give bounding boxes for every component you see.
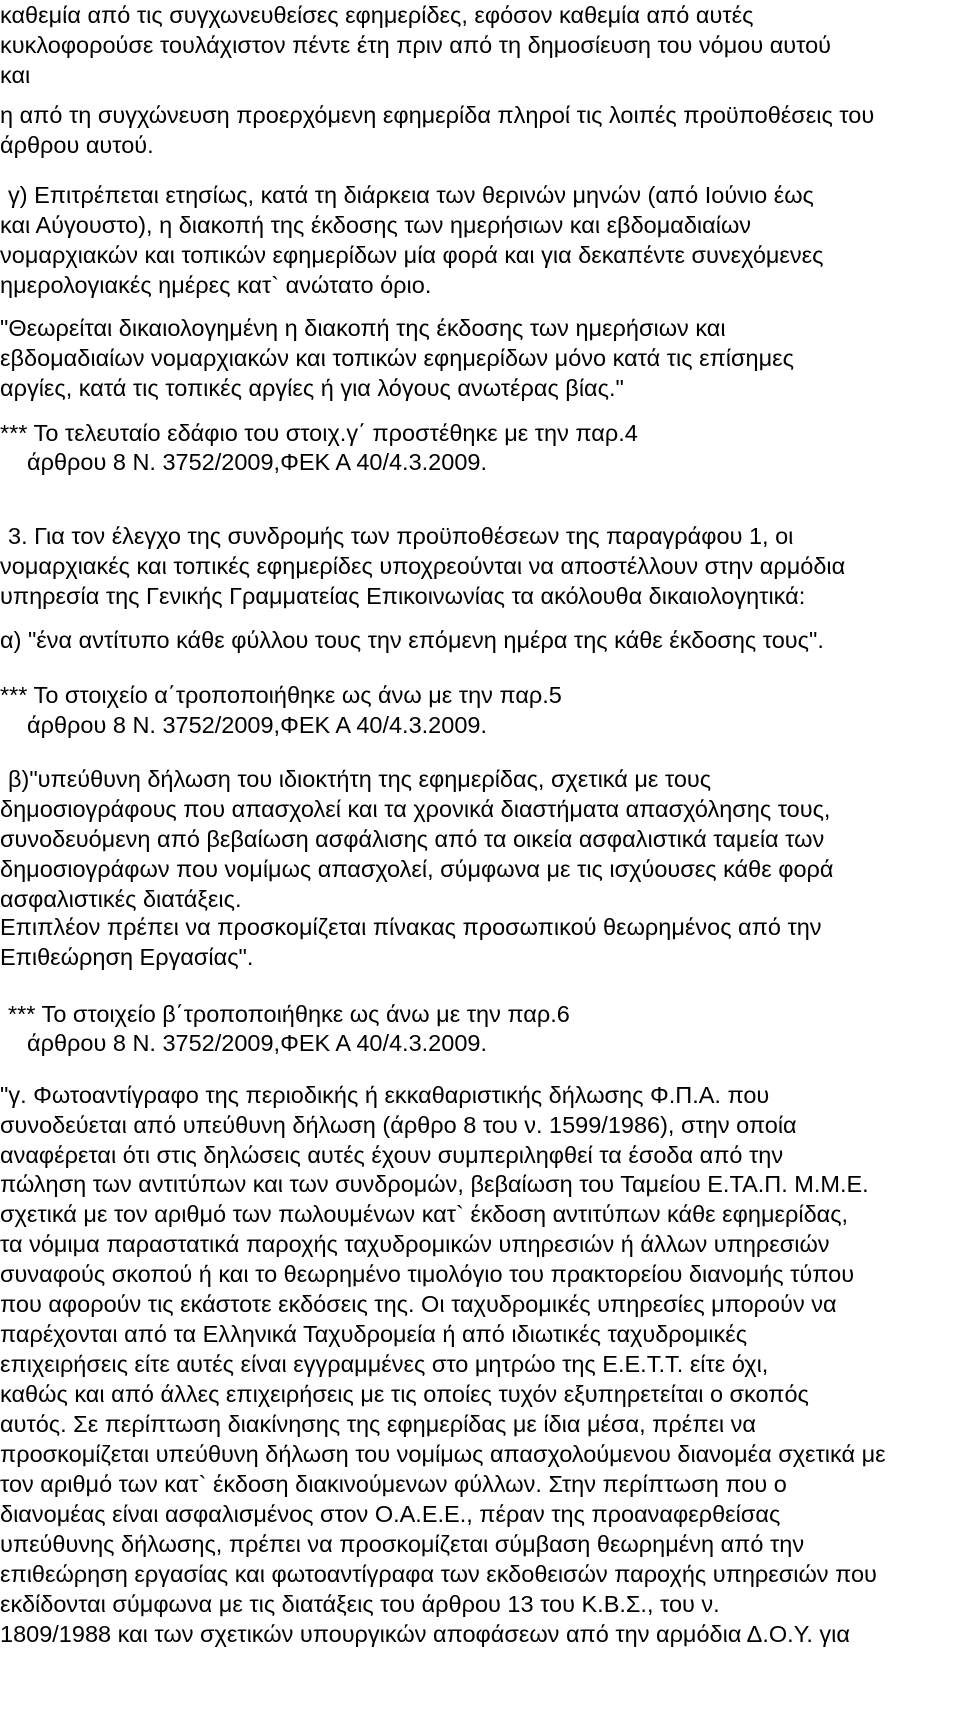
text-line: τον αριθμό των κατ` έκδοση διακινούμενων φύλλων. Στην περίπτωση που ο bbox=[0, 1471, 787, 1497]
text-line: 3. Για τον έλεγχο της συνδρομής των προϋποθέσεων της παραγράφου 1, οι bbox=[8, 523, 794, 549]
text-line: η από τη συγχώνευση προερχόμενη εφημερίδα πληροί τις λοιπές προϋποθέσεις του bbox=[0, 102, 875, 128]
text-line: και Αύγουστο), η διακοπή της έκδοσης των ημερήσιων και εβδομαδιαίων bbox=[0, 212, 752, 238]
text-line: β)"υπεύθυνη δήλωση του ιδιοκτήτη της εφημερίδας, σχετικά με τους bbox=[8, 766, 712, 792]
text-line: αυτός. Σε περίπτωση διακίνησης της εφημερίδας με ίδια μέσα, πρέπει να bbox=[0, 1411, 757, 1437]
text-line: ασφαλιστικές διατάξεις. bbox=[0, 886, 242, 912]
text-line: α) "ένα αντίτυπο κάθε φύλλου τους την επόμενη ημέρα της κάθε έκδοσης τους". bbox=[0, 627, 824, 653]
text-line: συνοδεύεται από υπεύθυνη δήλωση (άρθρο 8 του ν. 1599/1986), στην οποία bbox=[0, 1112, 797, 1138]
text-line: ημερολογιακές ημέρες κατ` ανώτατο όριο. bbox=[0, 272, 432, 298]
text-line: πώληση των αντιτύπων και των συνδρομών, βεβαίωση του Ταμείου Ε.ΤΑ.Π. Μ.Μ.Ε. bbox=[0, 1171, 869, 1197]
text-line: αναφέρεται ότι στις δηλώσεις αυτές έχουν συμπεριληφθεί τα έσοδα από την bbox=[0, 1142, 784, 1168]
amendment-note: *** Το στοιχείο β΄τροποποιήθηκε ως άνω με την παρ.6 bbox=[8, 1001, 570, 1027]
amendment-note: άρθρου 8 Ν. 3752/2009,ΦΕΚ Α 40/4.3.2009. bbox=[27, 1030, 487, 1056]
text-line: επιθεώρηση εργασίας και φωτοαντίγραφα των εκδοθεισών παροχής υπηρεσιών που bbox=[0, 1561, 877, 1587]
text-line: νομαρχιακών και τοπικών εφημερίδων μία φορά και για δεκαπέντε συνεχόμενες bbox=[0, 242, 824, 268]
text-line: εβδομαδιαίων νομαρχιακών και τοπικών εφημερίδων μόνο κατά τις επίσημες bbox=[0, 345, 794, 371]
text-line: δημοσιογράφους που απασχολεί και τα χρονικά διαστήματα απασχόλησης τους, bbox=[0, 796, 831, 822]
text-line: καθώς και από άλλες επιχειρήσεις με τις οποίες τυχόν εξυπηρετείται ο σκοπός bbox=[0, 1381, 809, 1407]
text-line: επιχειρήσεις είτε αυτές είναι εγγραμμένες στο μητρώο της Ε.Ε.Τ.Τ. είτε όχι, bbox=[0, 1351, 769, 1377]
text-line: "γ. Φωτοαντίγραφο της περιοδικής ή εκκαθαριστικής δήλωσης Φ.Π.Α. που bbox=[0, 1082, 770, 1108]
text-line: παρέχονται από τα Ελληνικά Ταχυδρομεία ή από ιδιωτικές ταχυδρομικές bbox=[0, 1321, 748, 1347]
amendment-note: άρθρου 8 Ν. 3752/2009,ΦΕΚ Α 40/4.3.2009. bbox=[27, 712, 487, 738]
text-line: νομαρχιακές και τοπικές εφημερίδες υποχρεούνται να αποστέλλουν στην αρμόδια bbox=[0, 553, 846, 579]
text-line: υπηρεσία της Γενικής Γραμματείας Επικοινωνίας τα ακόλουθα δικαιολογητικά: bbox=[0, 583, 806, 609]
text-line: κυκλοφορούσε τουλάχιστον πέντε έτη πριν από τη δημοσίευση του νόμου αυτού bbox=[0, 32, 832, 58]
text-line: αργίες, κατά τις τοπικές αργίες ή για λόγους ανωτέρας βίας." bbox=[0, 375, 624, 401]
text-line: 1809/1988 και των σχετικών υπουργικών αποφάσεων από την αρμόδια Δ.Ο.Υ. για bbox=[0, 1621, 850, 1647]
amendment-note: άρθρου 8 Ν. 3752/2009,ΦΕΚ Α 40/4.3.2009. bbox=[27, 449, 487, 475]
text-line: Επιθεώρηση Εργασίας". bbox=[0, 944, 254, 970]
text-line: άρθρου αυτού. bbox=[0, 132, 154, 158]
text-line: εκδίδονται σύμφωνα με τις διατάξεις του άρθρου 13 του Κ.Β.Σ., του ν. bbox=[0, 1591, 720, 1617]
text-line: τα νόμιμα παραστατικά παροχής ταχυδρομικών υπηρεσιών ή άλλων υπηρεσιών bbox=[0, 1231, 830, 1257]
text-line: που αφορούν τις εκάστοτε εκδόσεις της. Οι ταχυδρομικές υπηρεσίες μπορούν να bbox=[0, 1291, 837, 1317]
text-line: υπεύθυνης δήλωσης, πρέπει να προσκομίζεται σύμβαση θεωρημένη από την bbox=[0, 1531, 805, 1557]
text-line: Επιπλέον πρέπει να προσκομίζεται πίνακας προσωπικού θεωρημένος από την bbox=[0, 914, 822, 940]
amendment-note: *** Το στοιχείο α΄τροποποιήθηκε ως άνω με την παρ.5 bbox=[0, 682, 562, 708]
text-line: και bbox=[0, 62, 31, 88]
text-line: προσκομίζεται υπεύθυνη δήλωση του νομίμως απασχολούμενου διανομέα σχετικά με bbox=[0, 1441, 886, 1467]
text-line: συνοδευόμενη από βεβαίωση ασφάλισης από τα οικεία ασφαλιστικά ταμεία των bbox=[0, 826, 825, 852]
text-line: γ) Επιτρέπεται ετησίως, κατά τη διάρκεια των θερινών μηνών (από Ιούνιο έως bbox=[8, 182, 814, 208]
text-line: "Θεωρείται δικαιολογημένη η διακοπή της έκδοσης των ημερήσιων και bbox=[0, 315, 726, 341]
text-line: δημοσιογράφων που νομίμως απασχολεί, σύμφωνα με τις ισχύουσες κάθε φορά bbox=[0, 856, 834, 882]
text-line: διανομέας είναι ασφαλισμένος στον Ο.Α.Ε.Ε., πέραν της προαναφερθείσας bbox=[0, 1501, 781, 1527]
text-line: σχετικά με τον αριθμό των πωλουμένων κατ` έκδοση αντιτύπων κάθε εφημερίδας, bbox=[0, 1201, 849, 1227]
text-line: καθεμία από τις συγχωνευθείσες εφημερίδες, εφόσον καθεμία από αυτές bbox=[0, 2, 754, 28]
amendment-note: *** Το τελευταίο εδάφιο του στοιχ.γ΄ προστέθηκε με την παρ.4 bbox=[0, 420, 638, 446]
text-line: συναφούς σκοπού ή και το θεωρημένο τιμολόγιο του πρακτορείου διανομής τύπου bbox=[0, 1261, 855, 1287]
